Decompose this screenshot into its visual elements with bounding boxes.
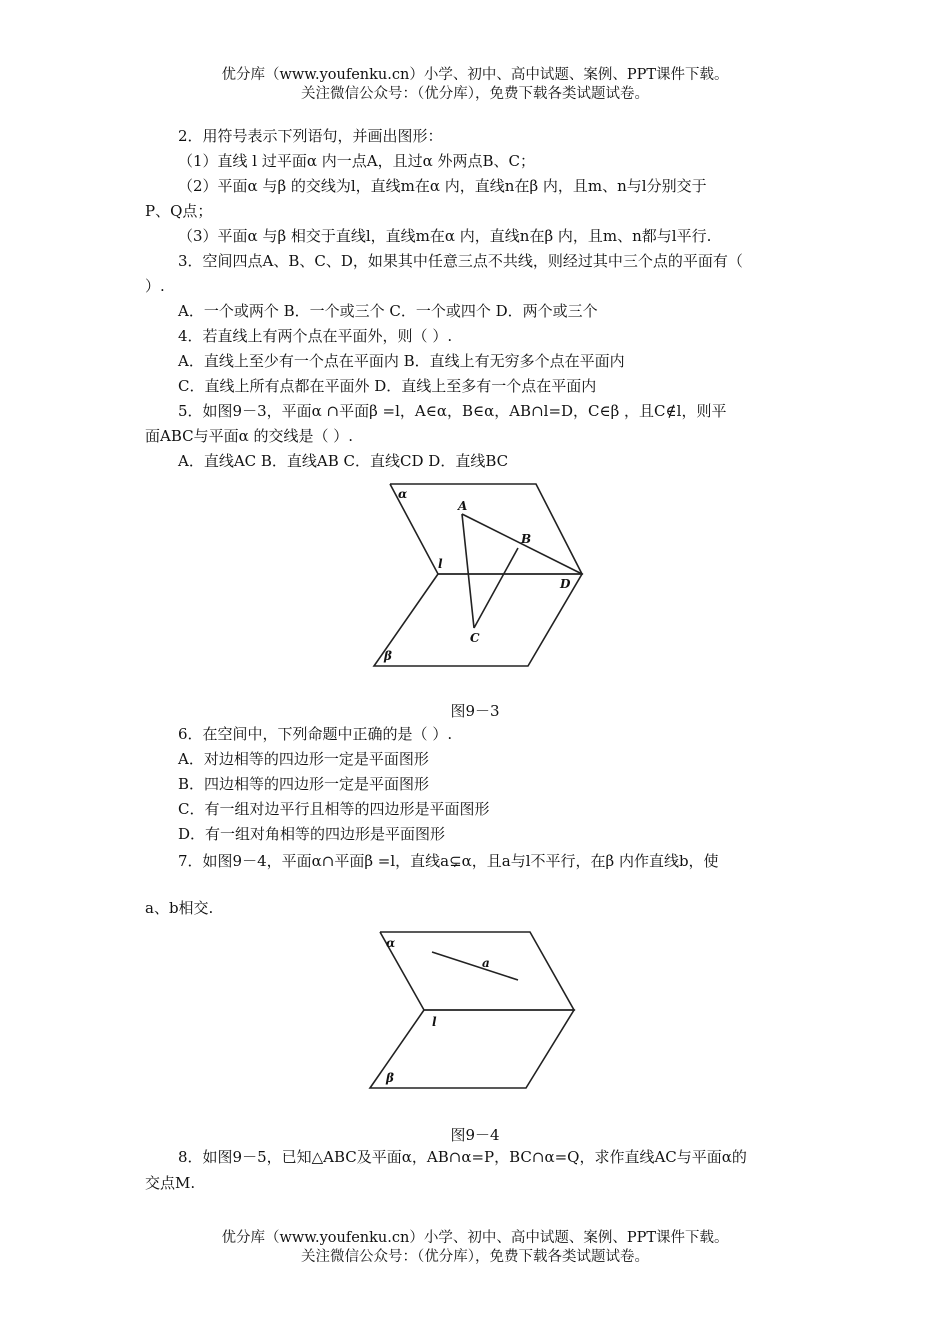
- q7-stem-line-a: 7．如图9－4，平面α∩平面β =l，直线a⊊α，且a与l不平行，在β 内作直线b，使: [178, 852, 719, 870]
- q4-options-cd: C．直线上所有点都在平面外 D．直线上至多有一个点在平面内: [178, 377, 597, 395]
- q3-options: A．一个或两个 B．一个或三个 C．一个或四个 D．两个或三个: [178, 302, 598, 320]
- header-line-2: 关注微信公众号：（优分库），免费下载各类试题试卷。: [301, 86, 649, 102]
- fig93-label-A: A: [458, 499, 468, 513]
- q3-stem-line-a: 3．空间四点A、B、C、D，如果其中任意三点不共线，则经过其中三个点的平面有（: [178, 252, 743, 270]
- q5-stem-line-b: 面ABC与平面α 的交线是（ ）.: [145, 427, 354, 445]
- fig93-label-D: D: [560, 577, 571, 591]
- fig94-label-alpha: α: [386, 936, 396, 950]
- q2-part-2-line-a: （2）平面α 与β 的交线为l，直线m在α 内，直线n在β 内，且m、n与l分别交于: [178, 177, 707, 195]
- figure-9-3-caption: 图9－3: [450, 702, 500, 720]
- fig93-label-C: C: [470, 631, 480, 645]
- fig94-label-beta: β: [386, 1071, 394, 1085]
- figure-9-4-caption: 图9－4: [450, 1126, 500, 1144]
- fig93-label-beta: β: [384, 649, 392, 663]
- header-line-1: 优分库（www.youfenku.cn）小学、初中、高中试题、案例、PPT课件下载。: [221, 67, 729, 83]
- figure-9-3: [360, 478, 600, 670]
- q3-stem-line-b: ）.: [145, 277, 165, 295]
- q6-stem: 6．在空间中，下列命题中正确的是（ ）.: [178, 725, 453, 743]
- fig93-label-alpha: α: [398, 487, 408, 501]
- fig93-label-l: l: [438, 557, 443, 571]
- q8-stem-line-a: 8．如图9－5，已知△ABC及平面α，AB∩α=P，BC∩α=Q，求作直线AC与平面α的: [178, 1148, 747, 1166]
- q4-options-ab: A．直线上至少有一个点在平面内 B．直线上有无穷多个点在平面内: [178, 352, 625, 370]
- q2-part-1: （1）直线 l 过平面α 内一点A，且过α 外两点B、C；: [178, 152, 536, 170]
- footer-line-1: 优分库（www.youfenku.cn）小学、初中、高中试题、案例、PPT课件下载。: [221, 1230, 729, 1246]
- q7-stem-line-b: a、b相交.: [145, 899, 214, 917]
- q2-stem: 2．用符号表示下列语句，并画出图形：: [178, 127, 443, 145]
- q6-option-d: D．有一组对角相等的四边形是平面图形: [178, 825, 446, 843]
- q6-option-a: A．对边相等的四边形一定是平面图形: [178, 750, 429, 768]
- q6-option-c: C．有一组对边平行且相等的四边形是平面图形: [178, 800, 490, 818]
- q2-part-2-line-b: P、Q点；: [145, 202, 213, 220]
- figure-9-4: [360, 926, 590, 1092]
- q5-options: A．直线AC B．直线AB C．直线CD D．直线BC: [178, 452, 509, 470]
- q2-part-3: （3）平面α 与β 相交于直线l，直线m在α 内，直线n在β 内，且m、n都与l平行.: [178, 227, 712, 245]
- fig93-label-B: B: [521, 532, 532, 546]
- q5-stem-line-a: 5．如图9－3，平面α ∩平面β =l，A∈α，B∈α，AB∩l=D，C∈β ，且C∉l，则平: [178, 402, 727, 420]
- fig94-label-l: l: [432, 1015, 437, 1029]
- q8-stem-line-b: 交点M.: [145, 1174, 196, 1192]
- q4-stem: 4．若直线上有两个点在平面外，则（ ）.: [178, 327, 453, 345]
- footer-line-2: 关注微信公众号：（优分库），免费下载各类试题试卷。: [301, 1249, 649, 1265]
- fig94-label-a: a: [482, 956, 490, 970]
- q6-option-b: B．四边相等的四边形一定是平面图形: [178, 775, 430, 793]
